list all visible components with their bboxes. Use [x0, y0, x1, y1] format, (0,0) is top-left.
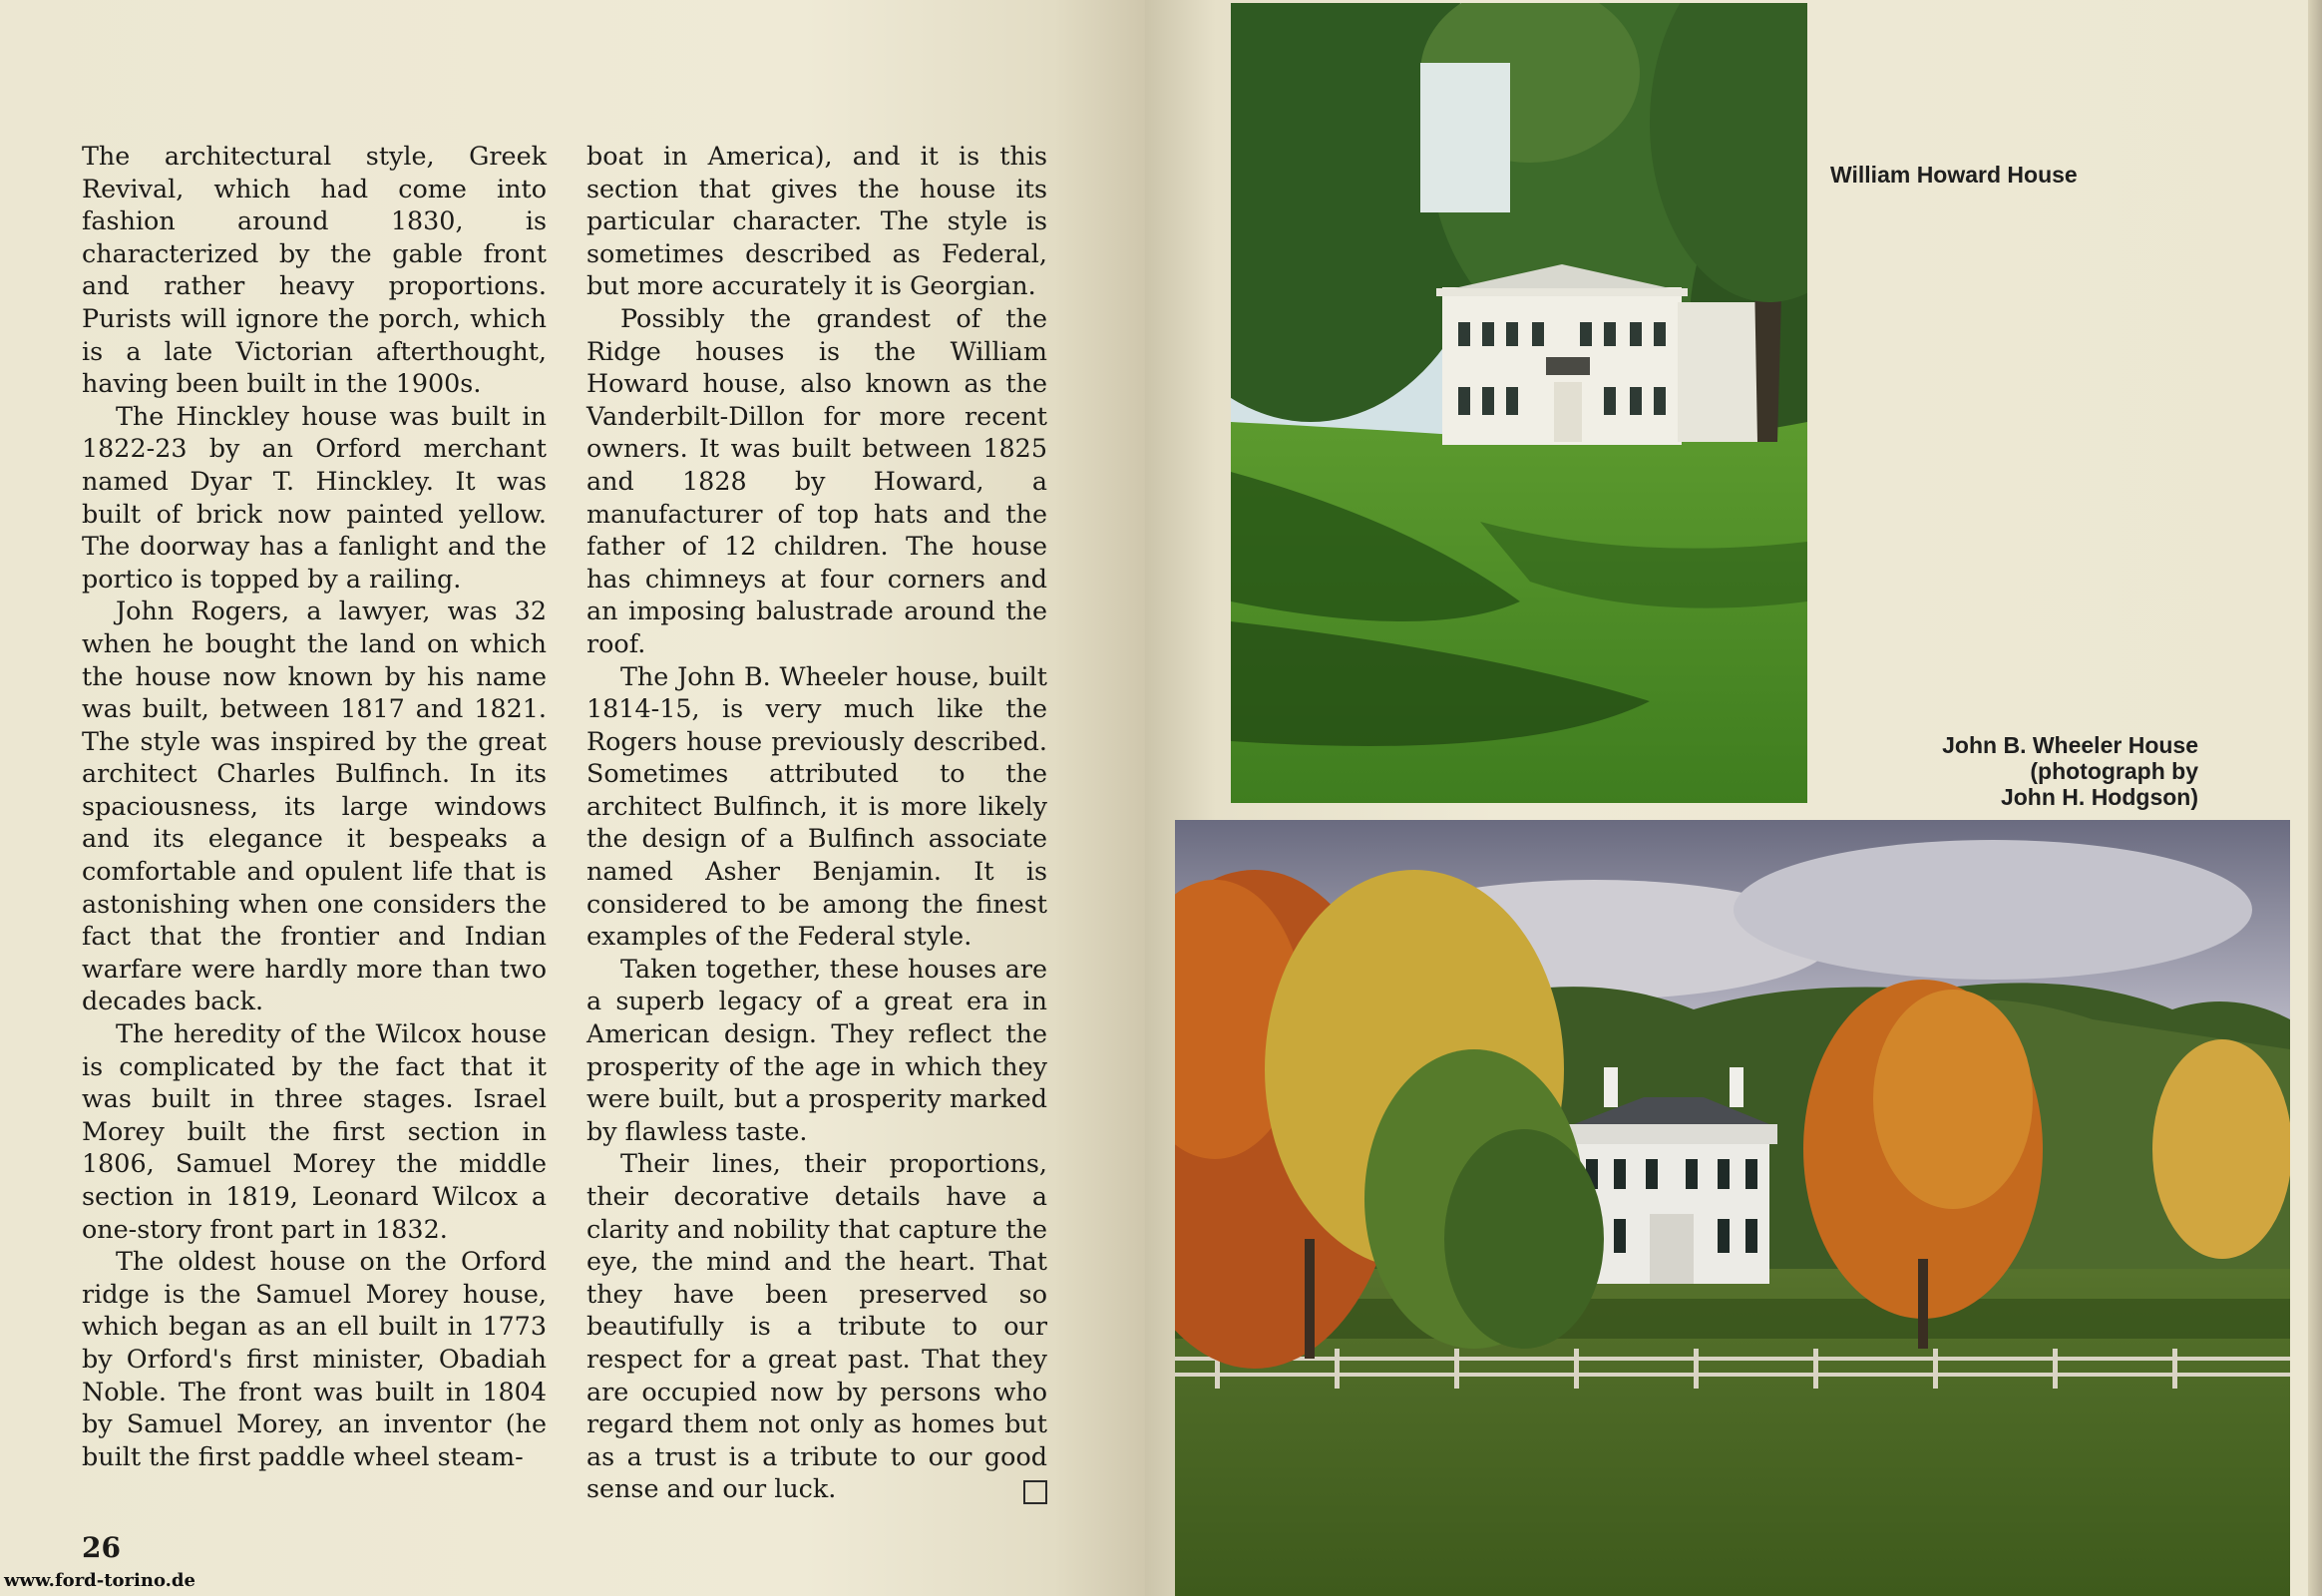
photo-caption-wheeler: [1839, 732, 2198, 810]
end-mark-icon: [1023, 1480, 1047, 1504]
caption-line: John H. Hodgson): [2000, 784, 2198, 810]
text-column-2: [586, 140, 1047, 1505]
paragraph: boat in America), and it is this section that gives the house its particular character. The style is sometimes described as Federal, but more accurately it is Georgian.: [586, 141, 1047, 301]
page-number: 26: [82, 1531, 121, 1564]
paragraph: John Rogers, a lawyer, was 32 when he bought the land on which the house now known by his name was built, between 1817 and 1821. The style was inspired by the great architect Charles Bulfinch. In its spaciousness, its large windows and its elegance it bespeaks a comfortable and opulent life that is astonishing when one considers the fact that the frontier and Indian warfare were hardly more than two decades back.: [82, 596, 547, 1016]
william-howard-house-photo: [1231, 3, 1807, 803]
caption-line: John B. Wheeler House: [1942, 732, 2198, 758]
paragraph: The heredity of the Wilcox house is complicated by the fact that it was built in three stages. Israel Morey built the first section in 1806, Samuel Morey the middle section in 1819, Leonard Wilcox a one-story front part in 1832.: [82, 1018, 547, 1244]
paragraph: The John B. Wheeler house, built 1814-15, is very much like the Rogers house previously described. Sometimes attributed to the architect Bulfinch, it is more likely the design of a Bulfinch associate named Asher Benjamin. It is considered to be among the finest examples of the Federal style.: [586, 660, 1047, 952]
paragraph: Taken together, these houses are a superb legacy of a great era in American design. They reflect the prosperity of the age in which they were built, but a prosperity marked by flawless taste.: [586, 953, 1047, 1146]
photo-caption-william-howard: William Howard House: [1830, 162, 2078, 188]
paragraph: The oldest house on the Orford ridge is the Samuel Morey house, which began as an ell built in 1773 by Orford's first minister, Obadiah Noble. The front was built in 1804 by Samuel Morey, an inventor (he built the first paddle wheel steam-: [82, 1246, 547, 1471]
paragraph: The Hinckley house was built in 1822-23 by an Orford merchant named Dyar T. Hinckley. It was built of brick now painted yellow. The doorway has a fanlight and the portico is topped by a railing.: [82, 400, 547, 594]
paragraph: The architectural style, Greek Revival, which had come into fashion around 1830, is characterized by the gable front and rather heavy proportions. Purists will ignore the porch, which is a late Victorian afterthought, having been built in the 1900s.: [82, 141, 547, 399]
left-page: [0, 0, 1145, 1596]
paragraph-last-text: Their lines, their proportions, their decorative details have a clarity and nobility that capture the eye, the mind and the heart. That they have been preserved so beautifully is a tribute to our respect for a great past. That they are occupied now by persons who regard them not only as homes but as a trust is a tribute to our good sense and our luck.: [586, 1148, 1047, 1504]
john-b-wheeler-house-photo: [1175, 820, 2290, 1596]
paragraph-last: [586, 1147, 1047, 1505]
text-column-1: [82, 140, 547, 1472]
caption-line: (photograph by: [2030, 758, 2198, 784]
page-edge: [2308, 0, 2322, 1596]
watermark: www.ford-torino.de: [4, 1570, 195, 1591]
paragraph: Possibly the grandest of the Ridge houses is the William Howard house, also known as the Vanderbilt-Dillon for more recent owners. It was built between 1825 and 1828 by Howard, a manufacturer of top hats and the father of 12 children. The house has chimneys at four corners and an imposing balustrade around the roof.: [586, 302, 1047, 658]
